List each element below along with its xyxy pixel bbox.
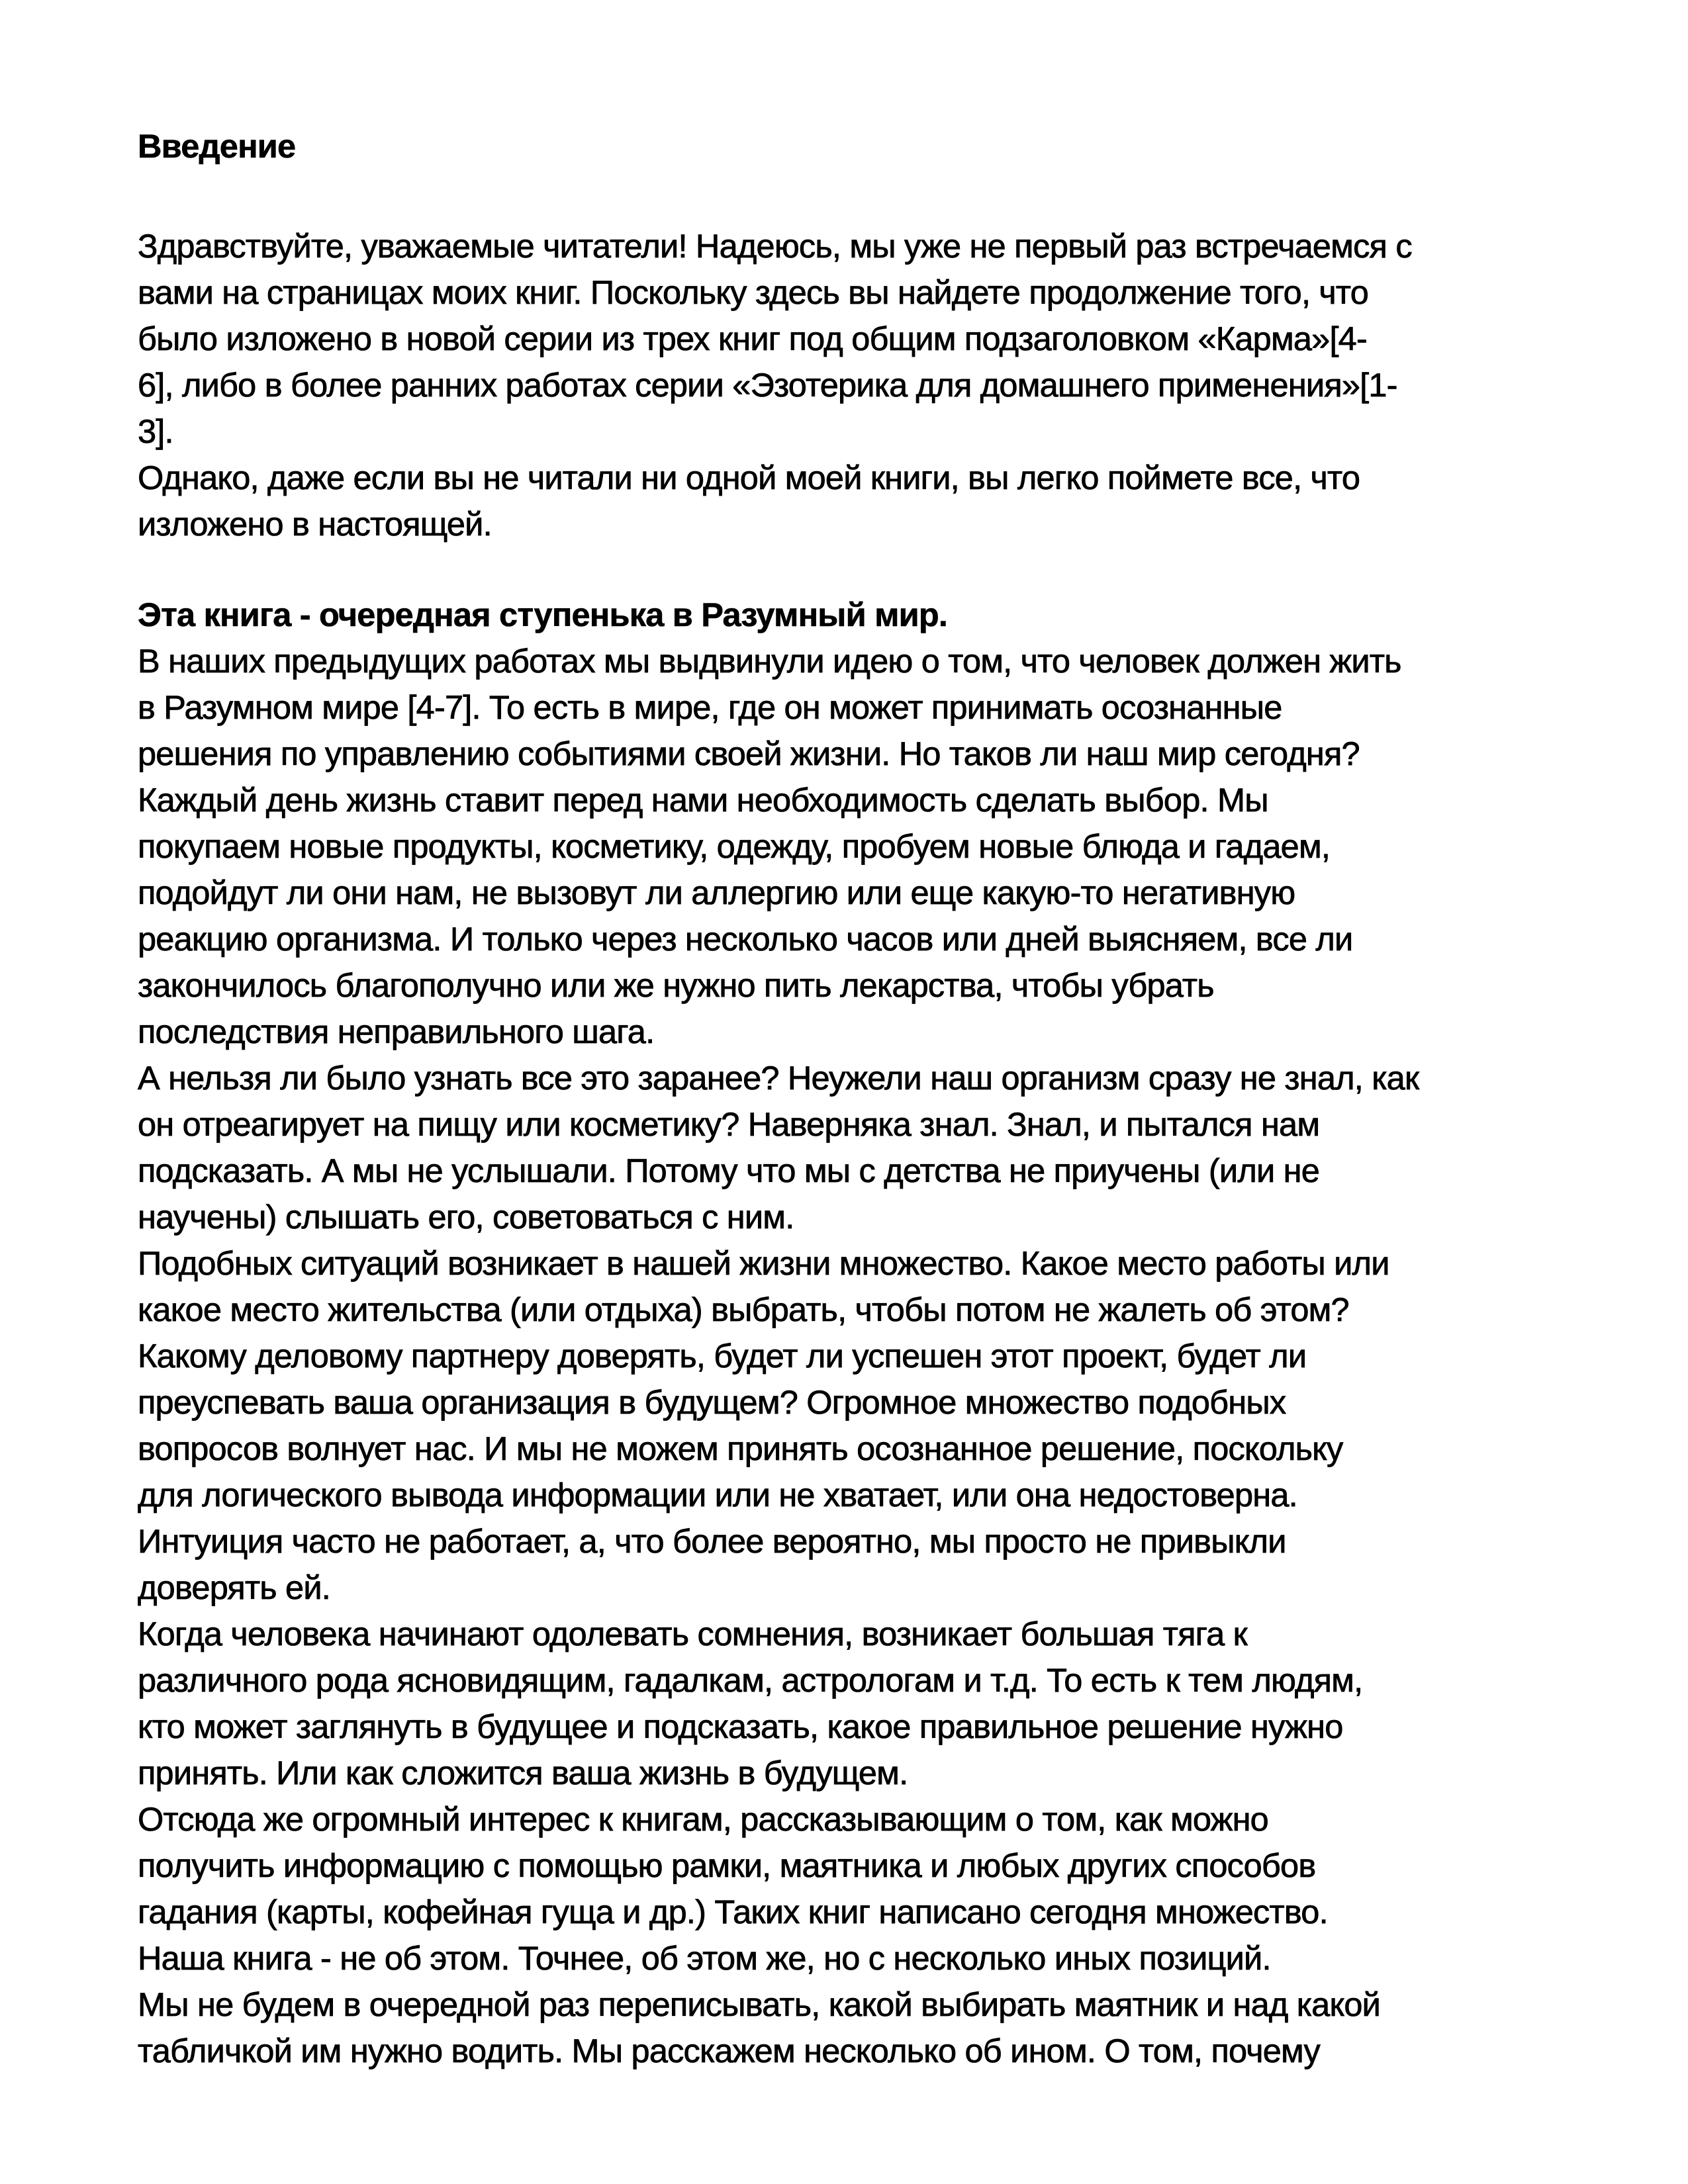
text-line: подойдут ли они нам, не вызовут ли аллергию или еще какую-то негативную	[138, 874, 1295, 911]
text-line: получить информацию с помощью рамки, маятника и любых других способов	[138, 1846, 1316, 1884]
text-line: закончилось благополучно или же нужно пить лекарства, чтобы убрать	[138, 966, 1214, 1004]
text-line: Однако, даже если вы не читали ни одной моей книги, вы легко поймете все, что	[138, 459, 1360, 496]
text-line: Мы не будем в очередной раз переписывать, какой выбирать маятник и над какой	[138, 1985, 1381, 2023]
text-line: различного рода ясновидящим, гадалкам, астрологам и т.д. То есть к тем людям,	[138, 1661, 1363, 1699]
text-line: изложено в настоящей.	[138, 505, 492, 543]
text-line: научены) слышать его, советоваться с ним.	[138, 1198, 794, 1236]
intro-section-title-block	[138, 123, 1554, 169]
text-line: доверять ей.	[138, 1569, 330, 1606]
text-line: Какому деловому партнеру доверять, будет ли успешен этот проект, будет ли	[138, 1337, 1307, 1375]
text-line: покупаем новые продукты, косметику, одежду, пробуем новые блюда и гадаем,	[138, 827, 1331, 865]
text-line: было изложено в новой серии из трех книг под общим подзаголовком «Карма»[4-	[138, 320, 1367, 357]
text-line: 6], либо в более ранних работах серии «Эзотерика для домашнего применения»[1-	[138, 366, 1397, 404]
text-line: какое место жительства (или отдыха) выбрать, чтобы потом не жалеть об этом?	[138, 1291, 1349, 1328]
text-line: вами на страницах моих книг. Поскольку здесь вы найдете продолжение того, что	[138, 273, 1368, 311]
text-line: табличкой им нужно водить. Мы расскажем несколько об ином. О том, почему	[138, 2032, 1320, 2070]
text-line: А нельзя ли было узнать все это заранее? Неужели наш организм сразу не знал, как	[138, 1059, 1419, 1097]
text-line: для логического вывода информации или не хватает, или она недостоверна.	[138, 1476, 1297, 1514]
text-line: преуспевать ваша организация в будущем? Огромное множество подобных	[138, 1383, 1286, 1421]
text-line: кто может заглянуть в будущее и подсказать, какое правильное решение нужно	[138, 1707, 1343, 1745]
text-line: Наша книга - не об этом. Точнее, об этом же, но с несколько иных позиций.	[138, 1939, 1271, 1977]
text-line: Здравствуйте, уважаемые читатели! Надеюсь, мы уже не первый раз встречаемся с	[138, 227, 1412, 265]
text-line: он отреагирует на пищу или косметику? Наверняка знал. Знал, и пытался нам	[138, 1105, 1320, 1143]
intro-paragraph	[138, 223, 1554, 547]
section-body	[138, 592, 1554, 2074]
text-line: В наших предыдущих работах мы выдвинули идею о том, что человек должен жить	[138, 642, 1401, 680]
text-line: реакцию организма. И только через несколько часов или дней выясняем, все ли	[138, 920, 1353, 958]
text-line: последствия неправильного шага.	[138, 1013, 655, 1050]
text-line: подсказать. А мы не услышали. Потому что мы с детства не приучены (или не	[138, 1152, 1319, 1189]
text-line: 3].	[138, 412, 173, 450]
text-line: Каждый день жизнь ставит перед нами необходимость сделать выбор. Мы	[138, 781, 1268, 819]
text-line: вопросов волнует нас. И мы не можем принять осознанное решение, поскольку	[138, 1430, 1343, 1467]
text-line: гадания (карты, кофейная гуща и др.) Таких книг написано сегодня множество.	[138, 1893, 1328, 1931]
text-line: Когда человека начинают одолевать сомнения, возникает большая тяга к	[138, 1615, 1247, 1653]
text-line: принять. Или как сложится ваша жизнь в будущем.	[138, 1754, 908, 1792]
text-line: Отсюда же огромный интерес к книгам, рассказывающим о том, как можно	[138, 1800, 1268, 1838]
text-line: Подобных ситуаций возникает в нашей жизни множество. Какое место работы или	[138, 1244, 1389, 1282]
text-line: Интуиция часто не работает, а, что более вероятно, мы просто не привыкли	[138, 1522, 1286, 1560]
text-line: в Разумном мире [4-7]. То есть в мире, где он может принимать осознанные	[138, 688, 1282, 726]
section-title: Эта книга - очередная ступенька в Разумный мир.	[138, 596, 948, 633]
intro-title: Введение	[138, 127, 296, 165]
text-line: решения по управлению событиями своей жизни. Но таков ли наш мир сегодня?	[138, 735, 1360, 772]
